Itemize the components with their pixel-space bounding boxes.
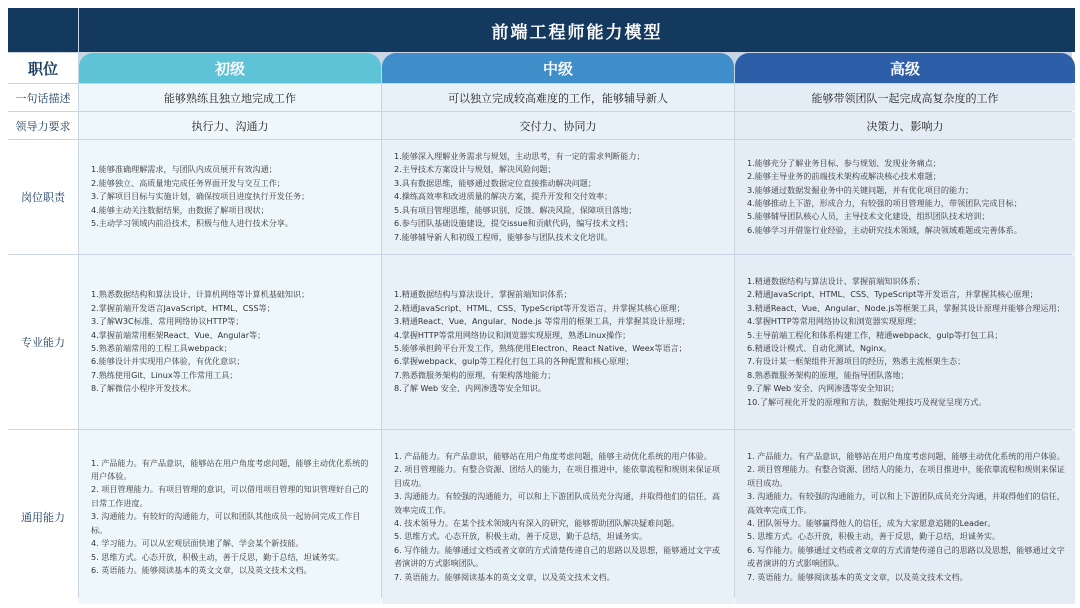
summary-senior: 能够带领团队一起完成高复杂度的工作: [735, 84, 1075, 111]
list-item: 4. 学习能力。可以从宏观层面快速了解、学会某个新技能。: [91, 538, 304, 549]
list-item: 4.掌握前端常用框架React、Vue、Angular等；: [91, 329, 266, 340]
duties-senior-list: [735, 140, 1075, 254]
list-item: 1.能够深入理解业务需求与规划，主动思考，有一定的需求判断能力；: [394, 151, 645, 162]
list-item: 3. 沟通能力。有较好的沟通能力，可以和团队其他成员一起协同完成工作目标。: [91, 511, 361, 535]
list-item: 1.熟悉数据结构和算法设计、计算机网络等计算机基础知识；: [91, 289, 310, 300]
list-item: 5.能够辅导团队核心人员，主导技术文化建设，组织团队技术培训；: [747, 211, 990, 222]
list-item: 3.具有数据思维，能够通过数据定位直接推动解决问题；: [394, 177, 596, 188]
list-item: 7.熟练使用Git、Linux等工作常用工具；: [91, 369, 238, 380]
list-item: 3.了解W3C标准、常用网络协议HTTP等；: [91, 316, 244, 327]
leadership-junior: 执行力、沟通力: [79, 112, 381, 139]
list-item: 6.精通设计模式、自动化测试、Nginx。: [747, 343, 892, 353]
list-item: 5.主动学习领域内前沿技术，积极与他人进行技术分享。: [91, 218, 293, 229]
level-header-junior: 初级: [79, 53, 381, 83]
duties-middle-list: [382, 140, 734, 254]
skills-senior-list: [735, 255, 1075, 429]
list-item: 2.能够独立、高质量地完成任务界面开发与交互工作；: [91, 177, 285, 188]
list-item: 3.能够通过数据发掘业务中的关键问题，并有优化项目的能力；: [747, 184, 974, 195]
list-item: 4.操练高效率和改进质量的解决方案，提升开发和交付效率；: [394, 191, 613, 202]
leadership-senior: 决策力、影响力: [735, 112, 1075, 139]
level-header-middle: 中级: [382, 53, 734, 83]
list-item: 5.主导前端工程化和体系构建工作，精通webpack、gulp等打包工具；: [747, 329, 1003, 340]
skills-junior-list: [79, 255, 381, 429]
list-item: 7.有设计某一框架组件开源项目的经历，熟悉主流框架生态；: [747, 356, 966, 367]
list-item: 8.了解微信小程序开发技术。: [91, 383, 196, 394]
list-item: 4.掌握HTTP等常用网络协议和浏览器实现原理，熟悉Linux操作；: [394, 329, 631, 340]
list-item: 8.熟悉微服务架构的原理，能指导团队落地；: [747, 369, 909, 380]
row-label-general: 通用能力: [8, 430, 78, 604]
general-junior-list: [79, 430, 381, 604]
list-item: 1.精通数据结构与算法设计、掌握前端知识体系；: [747, 275, 925, 286]
list-item: 1. 产品能力。有产品意识，能够站在用户角度考虑问题，能够主动优化系统的用户体验。: [91, 457, 369, 482]
duties-junior-list: [79, 140, 381, 254]
list-item: 6.能够学习并借鉴行业经验，主动研究技术领域，解决领域难题或完善体系。: [747, 224, 1022, 235]
list-item: 5. 思维方式。心态开放，积极主动，善于反思，勤于总结，坦诚务实。: [91, 551, 345, 562]
list-item: 4.能够推动上下游，形成合力，有较强的项目管理能力，带领团队完成目标；: [747, 198, 1022, 208]
row-label-summary: 一句话描述: [8, 84, 78, 111]
list-item: 3.精通React、Vue、Angular、Node.js等框架工具，掌握其设计原理并能够合理运用；: [747, 302, 1065, 313]
list-item: 2. 项目管理能力。有整合资源、团结人的能力，在项目推进中，能依靠流程和规则来保证项目成功。: [747, 464, 1065, 488]
list-item: 8.了解 Web 安全、内网渗透等安全知识。: [394, 383, 546, 394]
list-item: 4.能够主动关注数据结果，由数据了解项目现状；: [91, 204, 269, 215]
list-item: 4. 团队领导力。能够赢得他人的信任，成为大家愿意追随的Leader。: [747, 518, 996, 528]
list-item: 6. 写作能力。能够通过文档或者文章的方式清楚传递自己的思路以及思想，能够通过文字或者演讲的方式影响团队。: [394, 544, 720, 569]
list-item: 9.了解 Web 安全、内网渗透等安全知识；: [747, 383, 899, 394]
list-item: 2.能够主导业务的前端技术架构或解决核心技术难题；: [747, 171, 941, 182]
skills-middle-list: [382, 255, 734, 429]
list-item: 2. 项目管理能力。有整合资源、团结人的能力，在项目推进中，能依靠流程和规则来保证项目成功。: [394, 464, 720, 488]
list-item: 1. 产品能力。有产品意识，能够站在用户角度考虑问题，能够主动优化系统的用户体验。: [394, 450, 712, 461]
list-item: 6. 英语能力。能够阅读基本的英文文章，以及英文技术文档。: [91, 564, 312, 575]
list-item: 3.精通React、Vue、Angular、Node.js 等常用的框架工具，并掌握其设计原理；: [394, 316, 691, 327]
list-item: 2. 项目管理能力。有项目管理的意识，可以借用项目管理的知识管理好自己的日常工作进度。: [91, 484, 369, 508]
list-item: 2.掌握前端开发语言JavaScript、HTML、CSS等；: [91, 302, 275, 313]
list-item: 3.了解项目目标与实施计划，确保按项目进度执行开发任务；: [91, 191, 310, 202]
corner-cell: [8, 8, 78, 52]
list-item: 4. 技术领导力。在某个技术领域内有深入的研究，能够帮助团队解决疑难问题。: [394, 518, 680, 528]
position-header: 职位: [8, 53, 78, 83]
list-item: 1. 产品能力。有产品意识，能够站在用户角度考虑问题，能够主动优化系统的用户体验。: [747, 450, 1065, 461]
list-item: 6.能够设计并实现用户体验，有优化意识；: [91, 356, 245, 367]
list-item: 6.掌握webpack、gulp等工程化打包工具的各种配置和核心原理；: [394, 356, 634, 367]
list-item: 3. 沟通能力。有较强的沟通能力，可以和上下游团队成员充分沟通，并取得他们的信任，高效率完成工作。: [747, 491, 1065, 515]
list-item: 5.具有项目管理思维，能够识别、反馈、解决风险，保障项目落地；: [394, 204, 637, 215]
list-item: 10.了解可视化开发的原理和方法，数据处理技巧及视觉呈现方式。: [747, 396, 987, 407]
summary-middle: 可以独立完成较高难度的工作，能够辅导新人: [382, 84, 734, 111]
list-item: 4.掌握HTTP等常用网络协议和浏览器实现原理；: [747, 316, 922, 327]
general-middle-list: [382, 430, 734, 604]
summary-junior: 能够熟练且独立地完成工作: [79, 84, 381, 111]
table-title: 前端工程师能力模型: [79, 8, 1075, 52]
list-item: 2.主导技术方案设计与规划，解决风险问题；: [394, 164, 556, 175]
list-item: 1.能够准确理解需求，与团队内成员展开有效沟通；: [91, 164, 277, 175]
row-label-skills: 专业能力: [8, 255, 78, 429]
level-header-senior: 高级: [735, 53, 1075, 83]
list-item: 7.能够辅导新人和初级工程师，能够参与团队技术文化培训。: [394, 231, 613, 242]
list-item: 5.能够承担跨平台开发工作，熟练使用Electron、React Native、Weex等语言；: [394, 343, 687, 353]
list-item: 3. 沟通能力。有较强的沟通能力，可以和上下游团队成员充分沟通，并取得他们的信任，高效率完成工作。: [394, 491, 720, 515]
row-label-duties: 岗位职责: [8, 140, 78, 254]
list-item: 2.精通JavaScript、HTML、CSS、TypeScript等开发语言，并掌握其核心原理；: [747, 289, 1038, 300]
list-item: 7. 英语能力。能够阅读基本的英文文章，以及英文技术文档。: [394, 571, 615, 582]
list-item: 5. 思维方式。心态开放，积极主动，善于反思，勤于总结，坦诚务实。: [747, 531, 1001, 542]
list-item: 2.精通JavaScript、HTML、CSS、TypeScript等开发语言，并掌握其核心原理；: [394, 302, 685, 313]
list-item: 1.能够充分了解业务目标、参与规划、发现业务痛点；: [747, 157, 941, 168]
list-item: 5. 思维方式。心态开放，积极主动，善于反思，勤于总结，坦诚务实。: [394, 531, 648, 542]
list-item: 7.熟悉微服务架构的原理，有架构落地能力；: [394, 369, 556, 380]
general-senior-list: [735, 430, 1075, 604]
row-label-leadership: 领导力要求: [8, 112, 78, 139]
list-item: 6.参与团队基础设施建设，提交issue和贡献代码，编写技术文档；: [394, 218, 633, 229]
list-item: 6. 写作能力。能够通过文档或者文章的方式清楚传递自己的思路以及思想，能够通过文字或者演讲的方式影响团队。: [747, 544, 1065, 569]
capability-model-table: [8, 8, 1072, 598]
list-item: 1.精通数据结构与算法设计、掌握前端知识体系；: [394, 289, 572, 300]
list-item: 7. 英语能力。能够阅读基本的英文文章，以及英文技术文档。: [747, 571, 968, 582]
leadership-middle: 交付力、协同力: [382, 112, 734, 139]
list-item: 5.熟悉前端常用的工程工具webpack；: [91, 343, 232, 353]
